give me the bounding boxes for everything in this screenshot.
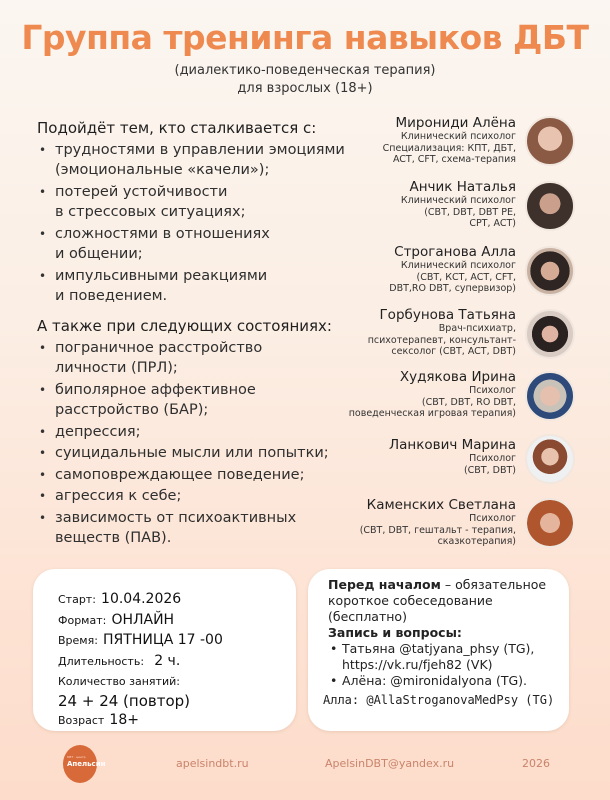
start-date: 10.04.2026 [101,591,182,607]
contact-item[interactable] [328,673,569,689]
member-role: Клинический психолог [400,131,516,142]
sessions-label: Количество занятий: [58,675,180,688]
member-role: Психолог [469,453,516,464]
footer-year: 2026 [522,757,550,770]
member-role: Психолог [469,385,516,396]
email-link[interactable]: ApelsinDBT@yandex.ru [325,757,455,770]
member-role: (CBT, DBT) [463,464,516,476]
member-name: Каменских Светлана [366,497,516,513]
conditions-heading: А также при следующих состояниях: [37,317,332,335]
member-role: (CBT, DBT, DBT PE, [424,206,516,218]
team-member [300,307,610,367]
member-role: CPT, ACT) [469,218,516,229]
format-row: Формат: ОНЛАЙН [58,611,175,628]
member-role: Врач-психиатр, [438,323,516,334]
list-item: • биполярное аффективное расстройство (БАР); [37,380,357,421]
contact-item[interactable] [328,641,569,673]
website-link[interactable]: apelsindbt.ru [176,757,249,770]
member-role: Специализация: КПТ, ДБТ, [382,142,516,154]
member-name: Горбунова Татьяна [379,307,516,323]
list-item: • депрессия; [37,422,357,443]
member-role: Психолог [469,513,516,524]
member-role: (CBT, DBT, RO DBT, [421,396,516,408]
member-role: DBT,RO DBT, супервизор) [389,283,516,294]
signup-heading: Запись и вопросы: [328,625,462,640]
telegram-link[interactable]: Алёна: @mironidalyona (TG). [342,673,528,688]
telegram-link[interactable]: Татьяна @tatjyana_phsy (TG), [342,641,535,656]
avatar [525,434,575,484]
duration-value: 2 ч. [154,652,181,669]
audience-heading: Подойдёт тем, кто сталкивается с: [37,119,317,137]
page-subtitle-2: для взрослых (18+) [237,81,373,96]
interview-note: Перед началом – обязательное [328,577,547,592]
member-name: Анчик Наталья [409,179,516,195]
list-item: • суицидальные мысли или попытки; [37,443,357,464]
list-item: • самоповреждающее поведение; [37,465,357,486]
list-item: • трудностями в управлении эмоциями (эмоциональные «качели»); [37,140,357,181]
time-value: ПЯТНИЦА 17 -00 [103,632,223,648]
member-role: (CBT, КСТ, ACT, CFT, [416,271,516,283]
contacts-card: Перед началом – обязательное короткое собеседование (бесплатно) Запись и вопросы: • Татьяна @tatjyana_phsy (TG), https://vk.ru/fjeh82 (VK) • Алёна: @mironidalyona (TG). Алла: @AllaStroganovaMedPsy (TG) [308,569,569,731]
member-role: сказкотерапия) [437,536,516,547]
contacts-list [328,641,569,689]
member-role: психотерапевт, консультант- [367,334,516,346]
list-item: • сложностями в отношениях и общении; [37,224,357,265]
member-role: (CBT, DBT, гештальт - терапия, [359,524,516,536]
member-role: сексолог (CBT, ACT, DBT) [391,346,516,357]
list-item: • зависимость от психоактивных веществ (ПАВ). [37,508,357,549]
list-item: • агрессия к себе; [37,486,357,507]
apelsin-logo: DBT · центр Апельсин [63,745,97,783]
avatar [525,371,575,421]
member-role: поведенческая игровая терапия) [348,408,516,419]
member-name: Мирониди Алёна [395,115,516,131]
age-row: Возраст 18+ [58,712,139,728]
list-item: • импульсивными реакциями и поведением. [37,266,357,307]
list-item: • пограничное расстройство личности (ПРЛ); [37,338,357,379]
avatar [525,498,575,548]
sessions-value: 24 + 24 (повтор) [58,691,191,710]
team-member [300,179,610,239]
avatar [525,309,575,359]
member-name: Строганова Алла [394,244,516,260]
age-value: 18+ [109,712,139,728]
page-subtitle-1: (диалектико-поведенческая терапия) [174,63,436,78]
member-role: ACT, CFT, схема-терапия [392,154,516,165]
avatar [525,246,575,296]
member-role: Клинический психолог [400,195,516,206]
member-name: Худякова Ирина [399,369,516,385]
avatar [525,116,575,166]
member-role: Клинический психолог [400,260,516,271]
format-value: ОНЛАЙН [111,611,175,628]
telegram-link[interactable]: Алла: @AllaStroganovaMedPsy (TG) [323,693,555,707]
vk-link[interactable]: https://vk.ru/fjeh82 (VK) [342,657,493,672]
time-row: Время: ПЯТНИЦА 17 -00 [58,632,223,648]
team-member [300,244,610,304]
footer [0,745,610,785]
duration-row: Длительность: 2 ч. [58,652,181,669]
start-row: Старт: 10.04.2026 [58,591,182,607]
team-member [300,369,610,429]
details-card [33,569,296,731]
list-item: • потерей устойчивости в стрессовых ситуациях; [37,182,357,223]
member-name: Ланкович Марина [388,437,516,453]
team-member [300,497,610,557]
avatar [525,181,575,231]
team-member [300,115,610,175]
team-member [300,437,610,497]
page-title: Группа тренинга навыков ДБТ [21,18,589,57]
